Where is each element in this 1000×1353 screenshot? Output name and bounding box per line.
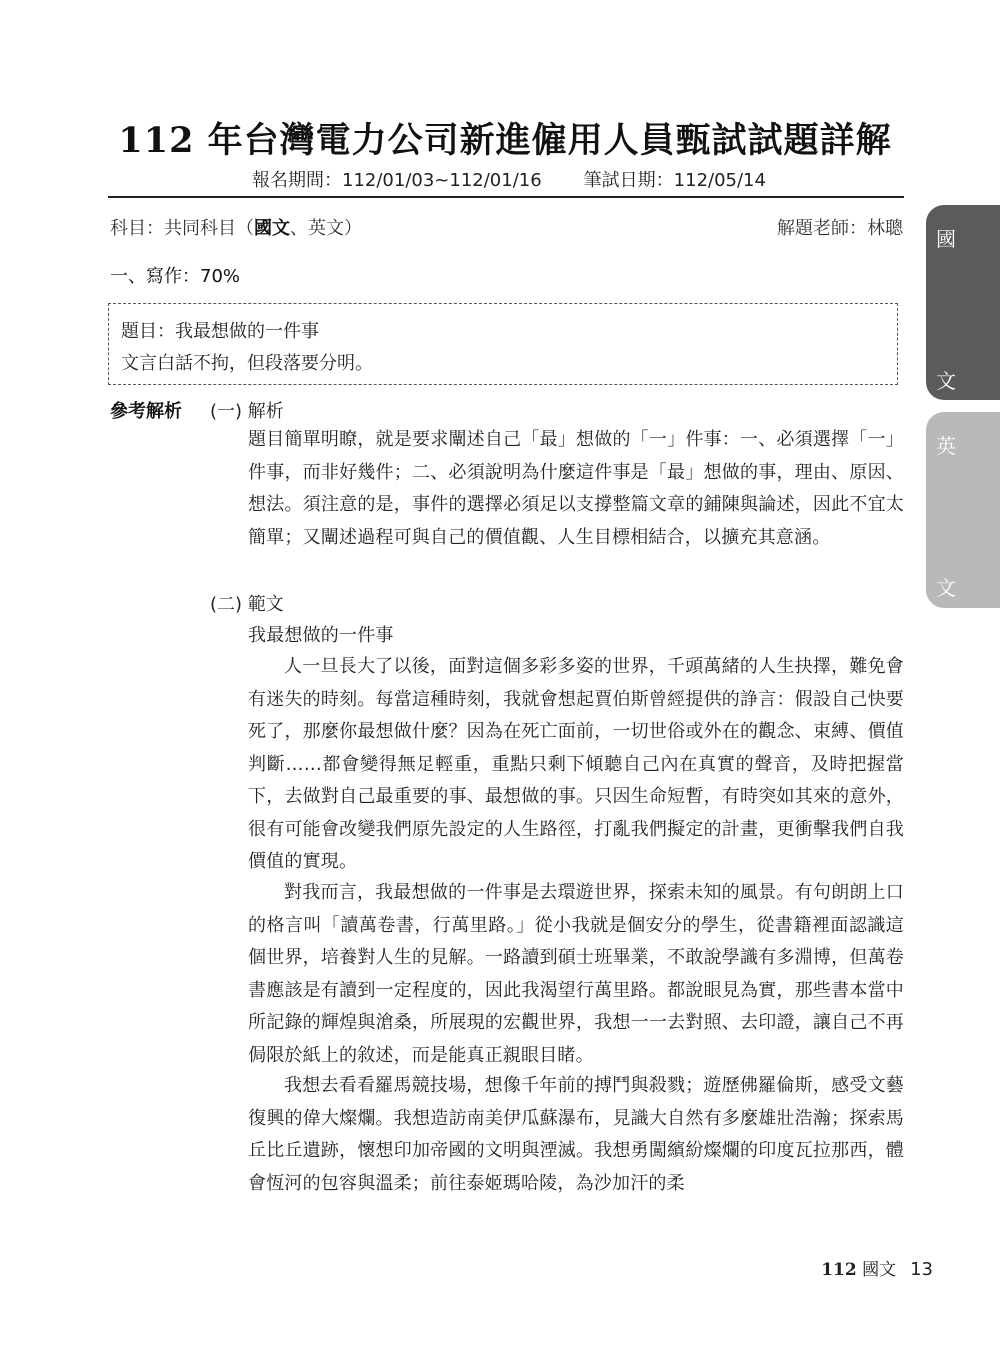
footer-book-number: 112 [821, 1260, 857, 1280]
footer-subject: 國文 [862, 1260, 897, 1280]
registration-period: 報名期間：112/01/03~112/01/16 [252, 170, 542, 191]
side-tab-guowen-char-1: 國 [936, 227, 956, 251]
essay-heading: (二) 範文 [210, 594, 284, 615]
side-tab-yingwen-char-2: 文 [936, 576, 956, 600]
teacher-credit: 解題老師：林聰 [777, 218, 903, 239]
page-footer [821, 1255, 933, 1280]
subject-prefix: 科目：共同科目（ [110, 218, 254, 239]
question-title: 題目：我最想做的一件事 [121, 321, 319, 342]
essay-title: 我最想做的一件事 [248, 625, 394, 646]
page-number: 13 [910, 1259, 933, 1280]
subject-line [110, 214, 362, 240]
reference-label: 參考解析 [110, 401, 182, 422]
section-heading: 一、寫作：70% [110, 266, 241, 287]
subject-bold: 國文 [254, 218, 290, 239]
exam-info [252, 166, 808, 192]
side-tab-guowen[interactable] [926, 205, 1000, 400]
analysis-text: 題目簡單明瞭，就是要求闡述自己「最」想做的「一」件事：一、必須選擇「一」件事，而非好幾件；二、必須說明為什麼這件事是「最」想做的事，理由、原因、想法。須注意的是，事件的選擇必須足以支撐整篇文章的鋪陳與論述，因此不宜太簡單；又闡述過程可與自己的價值觀、人生目標相結合，以擴充其意涵。 [248, 429, 904, 548]
side-tab-yingwen-char-1: 英 [936, 434, 956, 458]
question-instruction: 文言白話不拘，但段落要分明。 [121, 353, 373, 374]
side-tab-yingwen[interactable] [926, 412, 1000, 608]
essay-paragraph-1: 人一旦長大了以後，面對這個多彩多姿的世界，千頭萬緒的人生抉擇，難免會有迷失的時刻。每當這種時刻，我就會想起賈伯斯曾經提供的諍言：假設自己快要死了，那麼你最想做什麼？因為在死亡面前，一切世俗或外在的觀念、束縛、價值判斷……都會變得無足輕重，重點只剩下傾聽自己內在真實的聲音，及時把握當下，去做對自己最重要的事、最想做的事。只因生命短暫，有時突如其來的意外，很有可能會改變我們原先設定的人生路徑，打亂我們擬定的計畫，更衝擊我們自我價值的實現。 [248, 656, 904, 872]
subject-suffix: 、英文） [290, 218, 362, 239]
exam-date: 筆試日期：112/05/14 [583, 170, 766, 191]
side-tab-guowen-char-2: 文 [936, 369, 956, 393]
question-box [108, 303, 898, 385]
title-divider [108, 196, 904, 198]
document-title: 112 年台灣電力公司新進僱用人員甄試試題詳解 [118, 120, 892, 161]
analysis-heading: (一) 解析 [210, 401, 284, 422]
essay-paragraph-2: 對我而言，我最想做的一件事是去環遊世界，探索未知的風景。有句朗朗上口的格言叫「讀萬卷書，行萬里路。」從小我就是個安分的學生，從書籍裡面認識這個世界，培養對人生的見解。一路讀到碩士班畢業，不敢說學識有多淵博，但萬卷書應該是有讀到一定程度的，因此我渴望行萬里路。都說眼見為實，那些書本當中所記錄的輝煌與滄桑，所展現的宏觀世界，我想一一去對照、去印證，讓自己不再侷限於紙上的敘述，而是能真正親眼目睹。 [248, 882, 904, 1066]
essay-paragraph-3: 我想去看看羅馬競技場，想像千年前的搏鬥與殺戮；遊歷佛羅倫斯，感受文藝復興的偉大燦爛。我想造訪南美伊瓜蘇瀑布，見識大自然有多麼雄壯浩瀚；探索馬丘比丘遺跡，懷想印加帝國的文明與湮滅。我想勇闖繽紛燦爛的印度瓦拉那西，體會恆河的包容與溫柔；前往泰姬瑪哈陵，為沙加汗的柔 [248, 1075, 904, 1194]
